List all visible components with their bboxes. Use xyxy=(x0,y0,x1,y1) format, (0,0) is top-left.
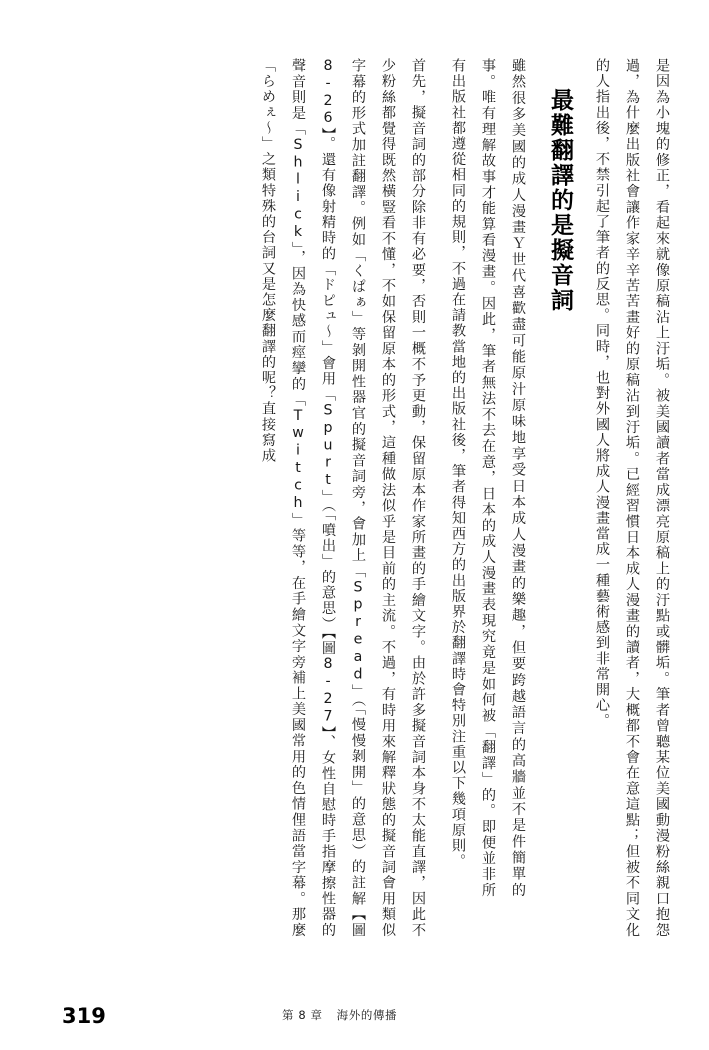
footer-chapter xyxy=(282,1007,397,1023)
footer-chapter-label: 第 8 章 xyxy=(282,1008,323,1022)
text-column-2: 雖然很多美國的成人漫畫Ｙ世代喜歡盡可能原汁原味地享受日本成人漫畫的樂趣，但要跨越語言的高牆並不是件簡單的事。唯有理解故事才能算看漫畫。因此，筆者無法不去在意，日本的成人漫畫表現究竟是如何被「翻譯」的。即便並非所有出版社都遵從相同的規則，不過在請教當地的出版社後，筆者得知西方的出版界於翻譯時會特別注重以下幾項原則。 xyxy=(450,58,526,898)
page-number: 319 xyxy=(62,1004,106,1028)
page-footer xyxy=(0,998,709,1028)
text-column-3: 首先，擬音詞的部分除非有必要，否則一概不予更動，保留原本作家所畫的手繪文字。由於許多擬音詞本身不太能直譯，因此不少粉絲都覺得既然橫豎看不懂，不如保留原本的形式，這種做法似乎是目前的主流。不過，有時用來解釋狀態的擬音詞會用類似字幕的形式加註翻譯。例如「くぱぁ」等剝開性器官的擬音詞旁，會加上「Spread」（「慢慢剝開」的意思）的註解【圖8-26】。還有像射精時的「ドピュ～」會用「Spurt」（「噴出」的意思）【圖8-27】、女性自慰時手指摩擦性器的聲音則是「Shlick」，因為快感而痙攣的「Twitch」等等，在手繪文字旁補上美國常用的色情俚語當字幕。那麼「らめぇ～」之類特殊的台詞又是怎麼翻譯的呢？直接寫成 xyxy=(260,58,426,938)
text-column-1: 是因為小塊的修正，看起來就像原稿沾上汙垢。被美國讀者當成漂亮原稿上的汙點或髒垢。筆者曾聽某位美國動漫粉絲親口抱怨過，為什麼出版社會讓作家辛辛苦苦畫好的原稿沾到汙垢。已經習慣日本成人漫畫的讀者，大概都不會在意這點；但被不同文化的人指出後，不禁引起了筆者的反思。同時，也對外國人將成人漫畫當成一種藝術感到非常開心。 xyxy=(594,58,670,938)
vertical-text-body xyxy=(40,58,677,958)
footer-chapter-title: 海外的傳播 xyxy=(336,1008,398,1022)
section-heading: 最難翻譯的是擬音詞 xyxy=(547,88,573,313)
